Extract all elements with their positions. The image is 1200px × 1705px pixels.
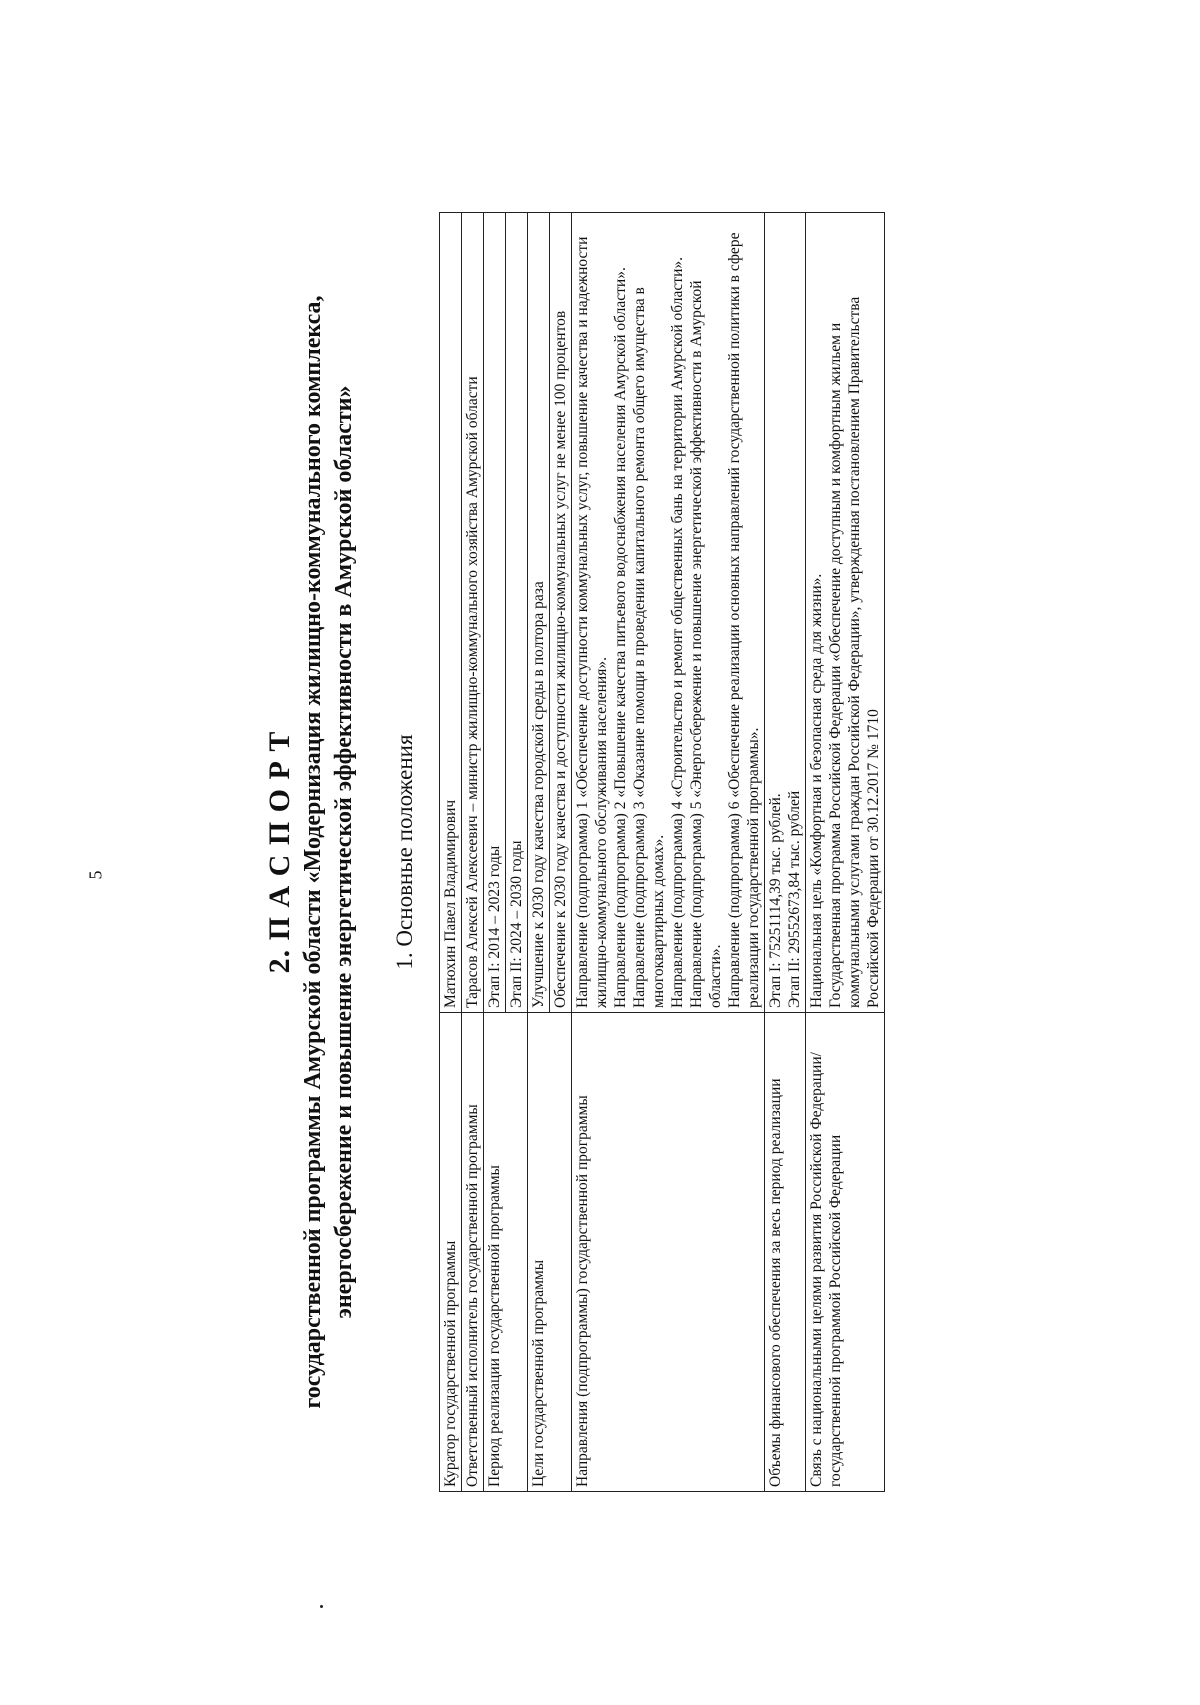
table-row [806,213,885,1492]
value-line: Направление (подпрограмма) 2 «Повышение качества питьевого водоснабжения населения Амурской области». [612,267,629,1008]
value-line: Этап I: 2014 – 2023 годы [486,845,503,1008]
value-line: Направление (подпрограмма) 5 «Энергосбережение и повышение энергетической эффективности в Амурской области». [688,280,724,1008]
value-line: Государственная программа Российской Федерации «Обеспечение доступным и комфортным жильем и коммунальными услугами граждан Российской Федерации», утвержденная постановлением Правительства Российской Федерации от 30.12.2017 № 1710 [827,296,882,1008]
table-row [440,213,462,1492]
row-value [550,213,572,1013]
program-title-line-2: энергосбережение и повышение энергетической эффективности в Амурской области» [331,385,357,1319]
row-label: Цели государственной программы [528,1013,572,1492]
value-line: Направление (подпрограмма) 4 «Строительство и ремонт общественных бань на территории Амурской области». [669,257,686,1008]
row-value [440,213,462,1013]
row-value [572,213,765,1013]
table-row [462,213,484,1492]
page-number: 5 [85,870,106,880]
row-label: Направления (подпрограммы) государственной программы [572,1013,765,1492]
value-line: Этап II: 29552673,84 тыс. рублей [786,790,803,1008]
section-title: 1. Основные положения [392,734,417,970]
row-label: Связь с национальными целями развития Российской Федерации/ государственной программой Российской Федерации [806,1013,885,1492]
value-line: Направление (подпрограмма) 3 «Оказание помощи в проведении капитального ремонта общего имущества в многоквартирных домах». [631,287,667,1008]
value-line: Тарасов Алексей Алексеевич – министр жилищно-коммунального хозяйства Амурской области [464,376,481,1008]
value-line: Матюхин Павел Владимирович [442,799,459,1008]
passport-table [439,212,885,1492]
row-label: Объемы финансового обеспечения за весь период реализации [765,1013,806,1492]
row-label: Ответственный исполнитель государственной программы [462,1013,484,1492]
table-row [484,213,506,1492]
rotated-page-content [150,62,1050,1642]
row-value [462,213,484,1013]
table-row [528,213,550,1492]
program-title-line-1: государственной программы Амурской области «Модернизация жилищно-коммунального комплекса, [300,295,326,1409]
document-header [262,62,360,1642]
row-value [806,213,885,1013]
row-value [506,213,528,1013]
passport-heading: 2. П А С П О Р Т [263,730,296,974]
row-value [528,213,550,1013]
table-row [765,213,806,1492]
table-row [572,213,765,1492]
value-line: Направление (подпрограмма) 1 «Обеспечение доступности коммунальных услуг, повышение качества и надежности жилищно-коммунального обслуживания населения». [574,236,610,1008]
value-line: Обеспечение к 2030 году качества и доступности жилищно-коммунальных услуг не менее 100 процентов [552,310,569,1008]
value-line: Направление (подпрограмма) 6 «Обеспечение реализации основных направлений государственной политики в сфере реализации государственной программы». [726,232,762,1008]
value-line: Этап I: 75251114,39 тыс. рублей. [767,793,784,1008]
value-line: Этап II: 2024 – 2030 годы [508,840,525,1008]
value-line: Национальная цель «Комфортная и безопасная среда для жизни». [808,573,825,1008]
row-label: Куратор государственной программы [440,1013,462,1492]
value-line: Улучшение к 2030 году качества городской среды в полтора раза [530,581,547,1008]
row-label: Период реализации государственной программы [484,1013,528,1492]
row-value [765,213,806,1013]
row-value [484,213,506,1013]
